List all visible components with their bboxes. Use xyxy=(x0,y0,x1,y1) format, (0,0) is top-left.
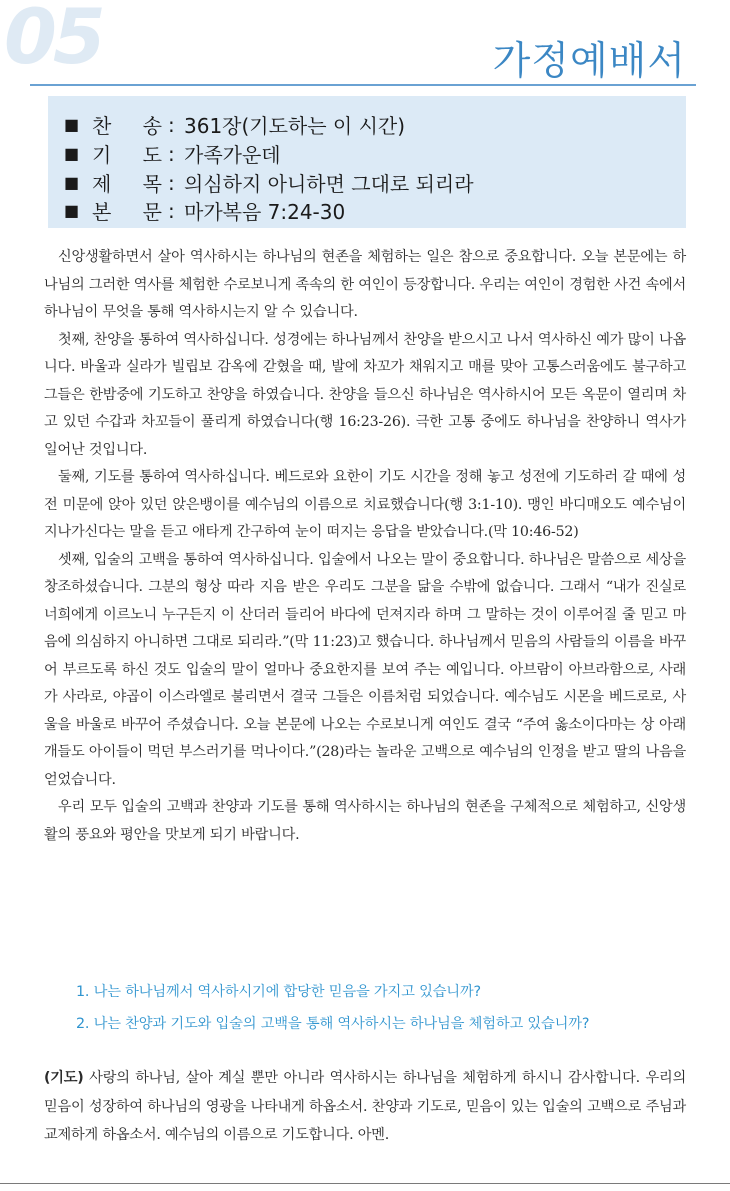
square-bullet-icon: ■ xyxy=(64,144,80,163)
question-2: 2. 나는 찬양과 기도와 입술의 고백을 통해 역사하시는 하나님을 체험하고 있습니까? xyxy=(76,1016,590,1032)
header-divider xyxy=(30,84,696,86)
page-title: 가정예배서 xyxy=(492,39,686,84)
reflection-questions xyxy=(76,976,589,1040)
closing-prayer xyxy=(44,1064,686,1150)
square-bullet-icon: ■ xyxy=(64,201,80,220)
prayer-label: (기도) xyxy=(44,1070,84,1086)
info-label: 제 목 xyxy=(92,172,162,196)
bottom-divider xyxy=(0,1183,730,1184)
info-row-scripture: ■ 본 문 : 마가복음 7:24-30 xyxy=(64,196,345,225)
info-row-topic: ■ 제 목 : 의심하지 아니하면 그대로 되리라 xyxy=(64,168,474,197)
info-label: 본 문 xyxy=(92,200,162,224)
page-number: 05 xyxy=(4,0,102,81)
info-row-hymn: ■ 찬 송 : 361장(기도하는 이 시간) xyxy=(64,110,405,139)
info-value-prayer: 가족가운데 xyxy=(184,143,281,167)
worship-info-box xyxy=(48,96,686,228)
info-value-topic: 의심하지 아니하면 그대로 되리라 xyxy=(184,172,474,196)
info-label: 기 도 xyxy=(92,143,162,167)
info-label: 찬 송 xyxy=(92,114,162,138)
paragraph-conclusion: 우리 모두 입술의 고백과 찬양과 기도를 통해 역사하시는 하나님의 현존을 구체적으로 체험하고, 신앙생활의 풍요와 평안을 맛보게 되기 바랍니다. xyxy=(44,799,686,843)
info-value-hymn: 361장(기도하는 이 시간) xyxy=(184,114,406,138)
paragraph-second-point: 둘째, 기도를 통하여 역사하십니다. 베드로와 요한이 기도 시간을 정해 놓고 성전에 기도하러 갈 때에 성전 미문에 앉아 있던 앉은뱅이를 예수님의 이름으로 치료했습니다(행 3:1-10). 맹인 바디매오도 예수님이 지나가신다는 말을 듣고 애타게 간구하여 눈이 떠지는 응답을 받았습니다.(막 10:46-52) xyxy=(44,469,686,540)
paragraph-third-point: 셋째, 입술의 고백을 통하여 역사하십니다. 입술에서 나오는 말이 중요합니다. 하나님은 말씀으로 세상을 창조하셨습니다. 그분의 형상 따라 지음 받은 우리도 그분을 닮을 수밖에 없습니다. 그래서 “내가 진실로 너희에게 이르노니 누구든지 이 산더러 들리어 바다에 던져지라 하며 그 말하는 것이 이루어질 줄 믿고 마음에 의심하지 아니하면 그대로 되리라.”(막 11:23)고 했습니다. 하나님께서 믿음의 사람들의 이름을 바꾸어 부르도록 하신 것도 입술의 말이 얼마나 중요한지를 보여 주는 예입니다. 아브람이 아브라함으로, 사래가 사라로, 야곱이 이스라엘로 불리면서 결국 그들은 이름처럼 되었습니다. 예수님도 시몬을 베드로로, 사울을 바울로 바꾸어 주셨습니다. 오늘 본문에 나오는 수로보니게 여인도 결국 “주여 옳소이다마는 상 아래 개들도 아이들이 먹던 부스러기를 먹나이다.”(28)라는 놀라운 고백으로 예수님의 인정을 받고 딸의 나음을 얻었습니다. xyxy=(44,551,686,788)
info-value-scripture: 마가복음 7:24-30 xyxy=(184,200,346,224)
question-1: 1. 나는 하나님께서 역사하시기에 합당한 믿음을 가지고 있습니까? xyxy=(76,984,481,1000)
paragraph-first-point: 첫째, 찬양을 통하여 역사하십니다. 성경에는 하나님께서 찬양을 받으시고 나서 역사하신 예가 많이 나옵니다. 바울과 실라가 빌립보 감옥에 갇혔을 때, 발에 차꼬가 채워지고 매를 맞아 고통스러움에도 불구하고 그들은 한밤중에 기도하고 찬양을 하였습니다. 찬양을 들으신 하나님은 역사하시어 모든 옥문이 열리며 차고 있던 수갑과 차꼬들이 풀리게 하였습니다(행 16:23-26). 극한 고통 중에도 하나님을 찬양하니 역사가 일어난 것입니다. xyxy=(44,331,686,458)
square-bullet-icon: ■ xyxy=(64,115,80,134)
info-row-prayer: ■ 기 도 : 가족가운데 xyxy=(64,139,281,168)
square-bullet-icon: ■ xyxy=(64,173,80,192)
sermon-body xyxy=(44,244,686,849)
paragraph-intro: 신앙생활하면서 살아 역사하시는 하나님의 현존을 체험하는 일은 참으로 중요합니다. 오늘 본문에는 하나님의 그러한 역사를 체험한 수로보니게 족속의 한 여인이 등장합니다. 우리는 여인이 경험한 사건 속에서 하나님이 무엇을 통해 역사하시는지 알 수 있습니다. xyxy=(44,249,686,320)
prayer-text: 사랑의 하나님, 살아 계실 뿐만 아니라 역사하시는 하나님을 체험하게 하시니 감사합니다. 우리의 믿음이 성장하여 하나님의 영광을 나타내게 하옵소서. 찬양과 기도로, 믿음이 있는 입술의 고백으로 주님과 교제하게 하옵소서. 예수님의 이름으로 기도합니다. 아멘. xyxy=(44,1070,686,1143)
